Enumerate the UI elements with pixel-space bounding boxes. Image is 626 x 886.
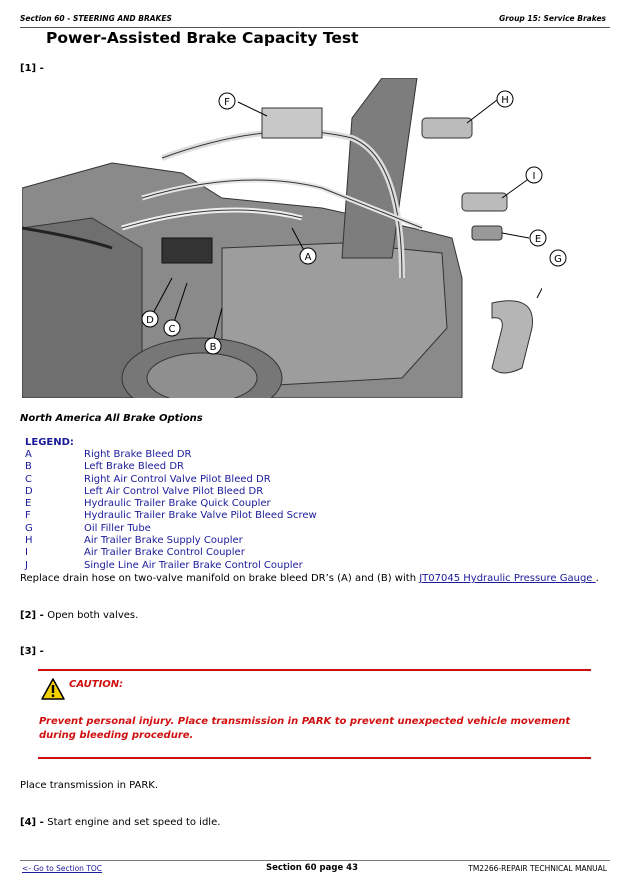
legend-label: Right Brake Bleed DR — [84, 449, 192, 460]
callout-layer — [22, 78, 582, 398]
after-caution-text: Place transmission in PARK. — [20, 780, 159, 791]
section-toc-link[interactable]: <- Go to Section TOC — [22, 864, 103, 873]
header-section: Section 60 - STEERING AND BRAKES — [20, 14, 172, 23]
step-2-number: [2] - — [20, 610, 44, 621]
callout-g — [550, 250, 566, 266]
legend-item — [25, 510, 317, 522]
legend-item — [25, 486, 317, 498]
legend-label: Air Trailer Brake Supply Coupler — [84, 535, 243, 547]
callout-a — [300, 248, 316, 264]
legend-item — [25, 498, 317, 510]
legend-label: Hydraulic Trailer Brake Quick Coupler — [84, 498, 271, 510]
tractor-brake-figure — [22, 78, 562, 398]
figure-caption: North America All Brake Options — [20, 413, 203, 424]
svg-text:I: I — [532, 171, 536, 182]
legend-key: D — [25, 485, 33, 497]
step-1-number: [1] - — [20, 63, 44, 74]
legend-key: F — [25, 510, 31, 522]
step-2-text: Open both valves. — [47, 610, 139, 621]
legend-key: G — [25, 522, 33, 534]
instruction-before: Replace drain hose on two-valve manifold on brake bleed DR’s (A) and (B) with — [20, 573, 420, 584]
legend-item — [25, 547, 317, 559]
svg-text:B: B — [209, 342, 217, 353]
legend-item — [25, 461, 317, 473]
legend-item — [25, 449, 317, 461]
manual-name: TM2266-REPAIR TECHNICAL MANUAL — [468, 864, 607, 873]
step-3-number: [3] - — [20, 646, 44, 657]
legend-key: C — [25, 473, 32, 485]
legend-key: I — [25, 547, 28, 559]
warning-icon — [41, 677, 65, 701]
callout-d — [142, 311, 158, 327]
footer-divider — [20, 860, 610, 861]
legend-item — [25, 523, 317, 535]
caution-title: CAUTION: — [69, 679, 124, 690]
instruction-text — [20, 573, 599, 584]
svg-text:C: C — [168, 324, 176, 335]
svg-text:A: A — [304, 252, 312, 263]
step-4 — [20, 817, 220, 828]
legend-label: Oil Filler Tube — [84, 522, 151, 534]
page-title: Power-Assisted Brake Capacity Test — [46, 29, 359, 47]
legend-item — [25, 474, 317, 486]
step-4-number: [4] - — [20, 817, 44, 828]
svg-text:G: G — [554, 254, 562, 265]
tool-link[interactable]: JT07045 Hydraulic Pressure Gauge — [419, 573, 596, 584]
callout-e — [530, 230, 546, 246]
legend-label: Single Line Air Trailer Brake Control Coupler — [84, 559, 303, 571]
header-group: Group 15: Service Brakes — [499, 14, 606, 23]
caution-bottom-rule — [38, 757, 591, 759]
legend-key: B — [25, 461, 32, 473]
svg-text:D: D — [146, 315, 154, 326]
caution-text: Prevent personal injury. Place transmission in PARK to prevent unexpected vehicle movement during bleeding procedure. — [39, 716, 571, 741]
page-number: Section 60 page 43 — [266, 863, 358, 873]
legend-key: H — [25, 535, 33, 547]
caution-top-rule — [38, 669, 591, 671]
legend-key: J — [25, 559, 28, 571]
legend-item — [25, 535, 317, 547]
callout-i — [526, 167, 542, 183]
legend-key: E — [25, 498, 32, 510]
legend-label: Hydraulic Trailer Brake Valve Pilot Bleed Screw — [84, 510, 317, 522]
svg-text:E: E — [534, 234, 542, 245]
legend-item — [25, 560, 317, 572]
legend — [25, 437, 317, 572]
step-4-text: Start engine and set speed to idle. — [47, 817, 221, 828]
legend-label: Left Air Control Valve Pilot Bleed DR — [84, 485, 264, 497]
legend-label: Right Air Control Valve Pilot Bleed DR — [84, 473, 271, 485]
callout-h — [497, 91, 513, 107]
step-2 — [20, 610, 138, 621]
legend-label: Left Brake Bleed DR — [84, 461, 184, 473]
svg-text:H: H — [501, 95, 509, 106]
instruction-after: . — [595, 573, 599, 584]
callout-b — [205, 338, 221, 354]
header-divider — [20, 27, 610, 28]
callout-c — [164, 320, 180, 336]
legend-key: A — [25, 449, 32, 460]
legend-label: Air Trailer Brake Control Coupler — [84, 547, 245, 559]
callout-f — [219, 93, 235, 109]
svg-text:F: F — [224, 97, 230, 108]
legend-title: LEGEND: — [25, 437, 74, 448]
